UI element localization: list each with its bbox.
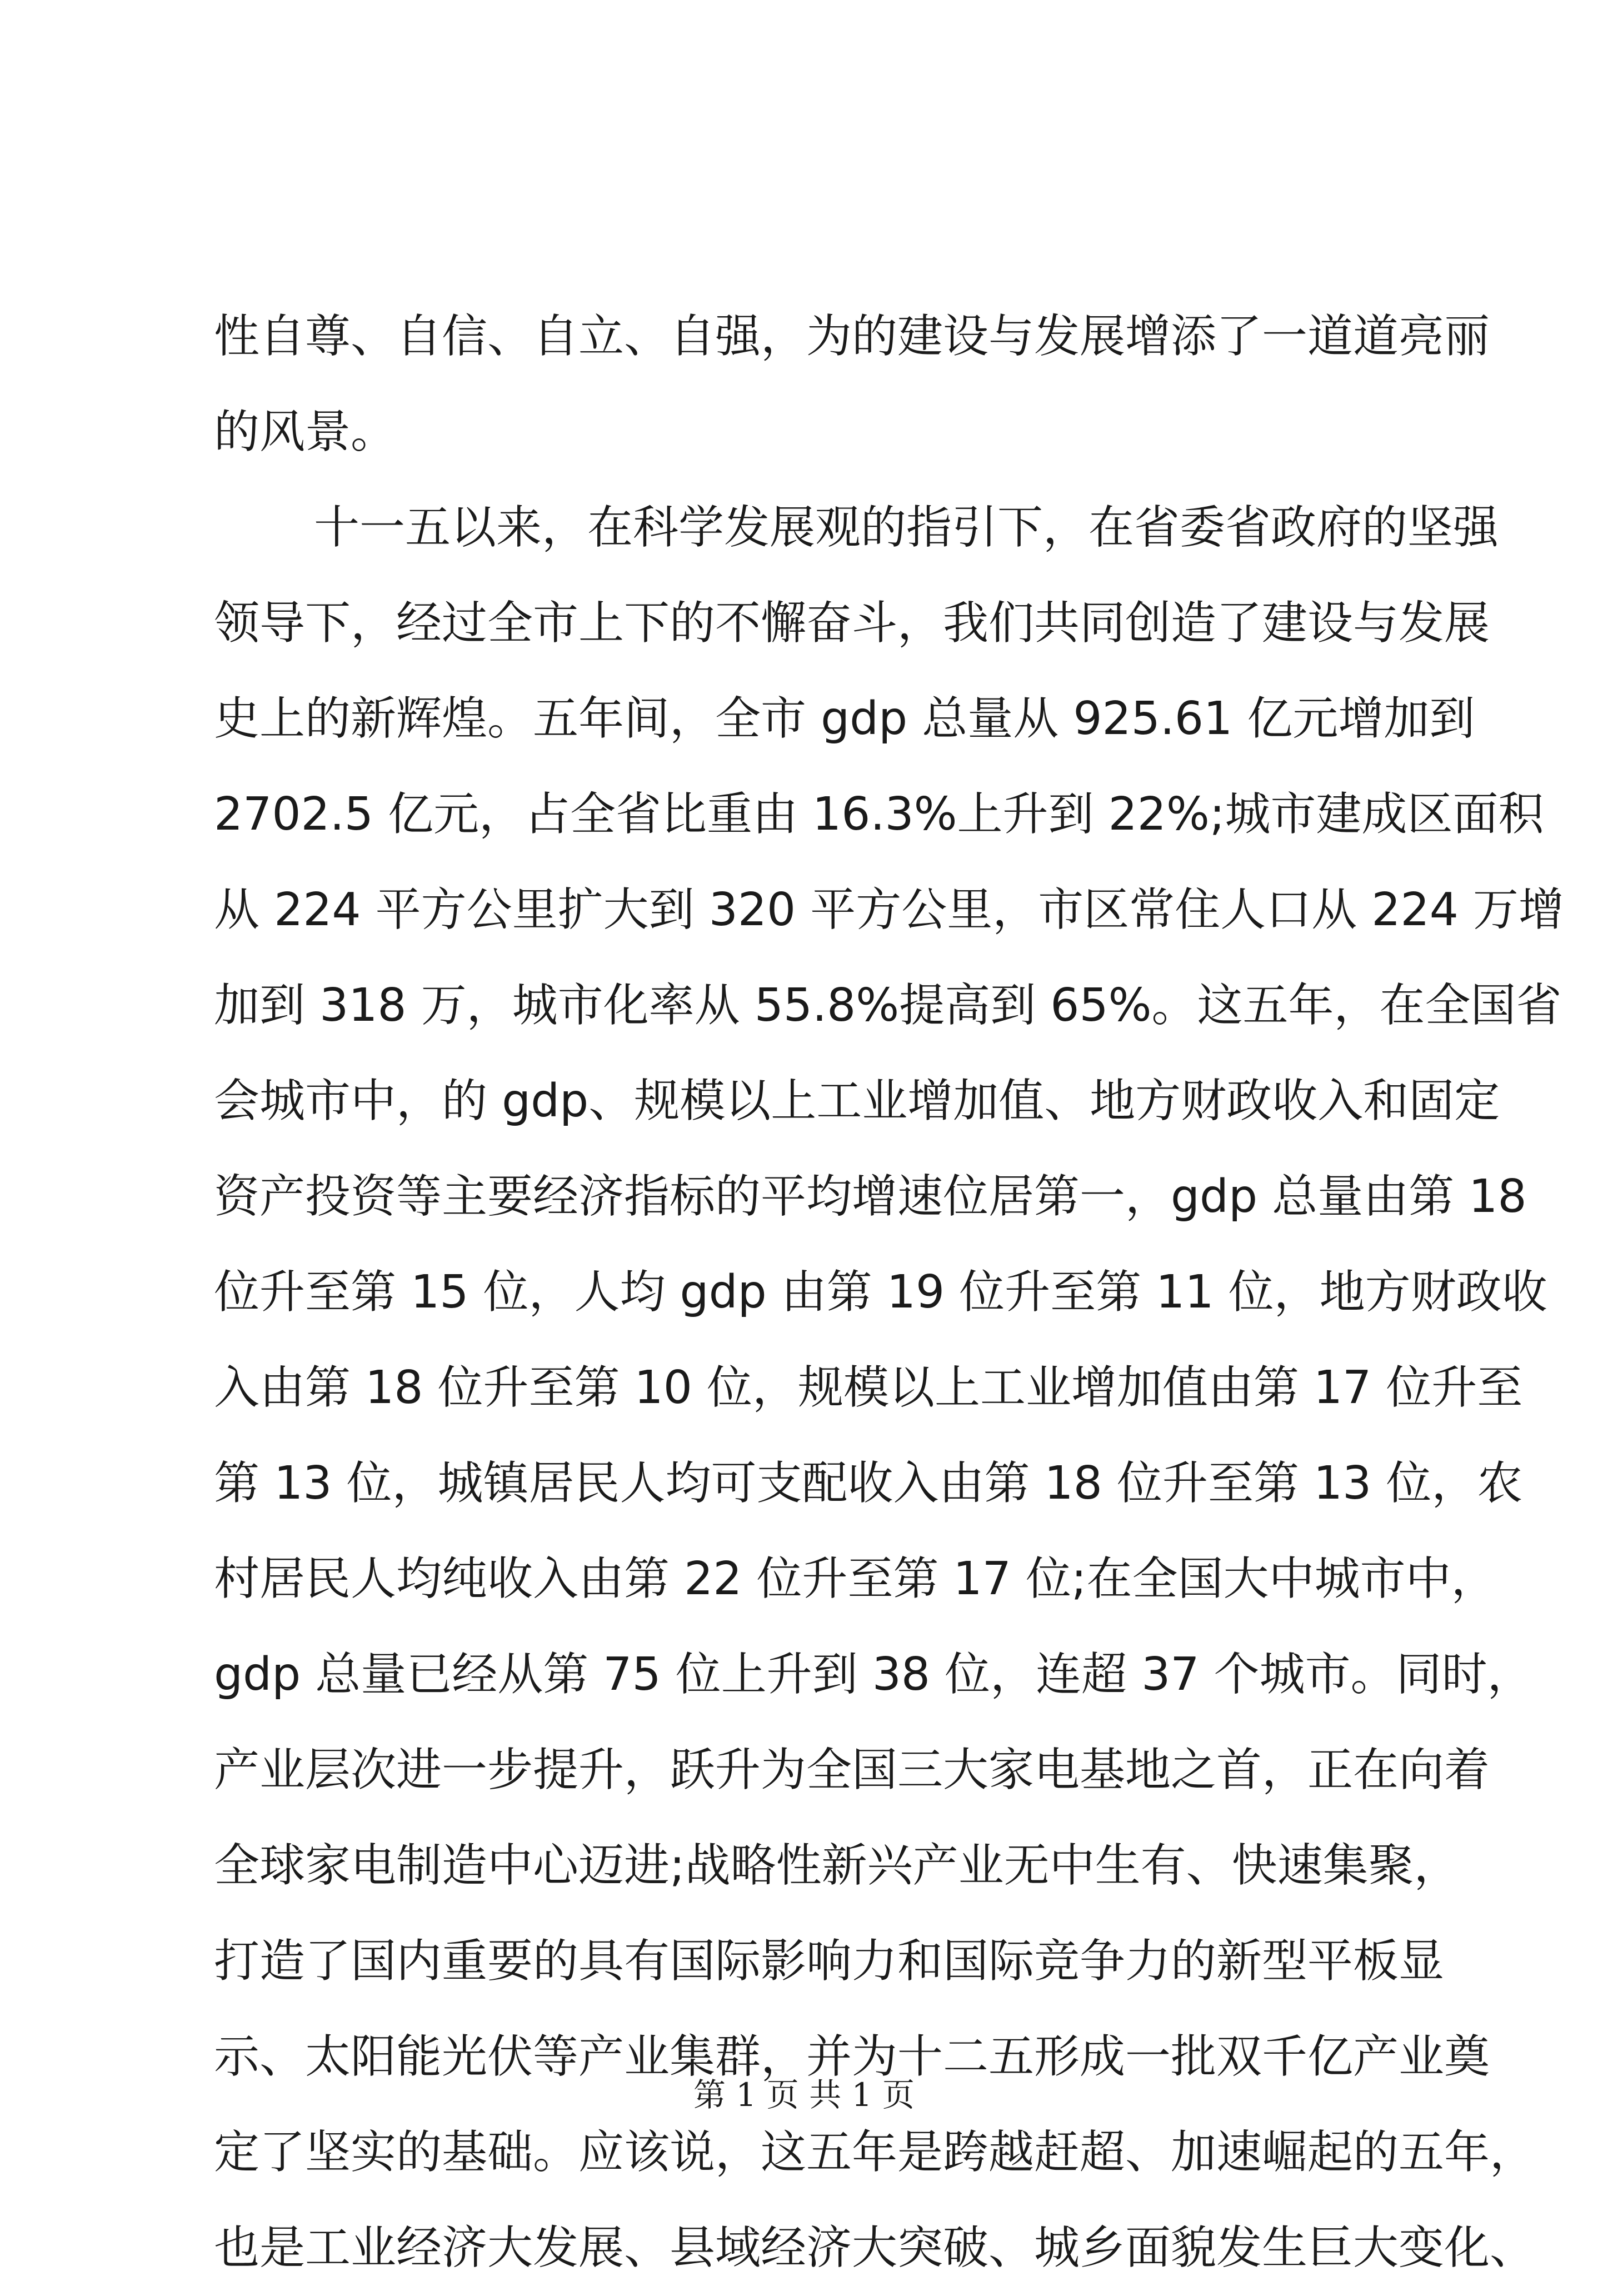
text-line: 性自尊、自信、自立、自强，为的建设与发展增添了一道道亮丽: [214, 310, 1490, 363]
text-line: 示、太阳能光伏等产业集群，并为十二五形成一批双千亿产业奠: [214, 2030, 1490, 2083]
text-line: 2702.5 亿元，占全省比重由 16.3%上升到 22%;城市建成区面积: [214, 788, 1544, 841]
text-line: 也是工业经济大发展、县域经济大突破、城乡面貌发生巨大变化、: [214, 2222, 1536, 2274]
text-line: 村居民人均纯收入由第 22 位升至第 17 位;在全国大中城市中，: [214, 1553, 1497, 1605]
text-line: 位升至第 15 位，人均 gdp 由第 19 位升至第 11 位，地方财政收: [214, 1266, 1547, 1319]
text-line: 全球家电制造中心迈进;战略性新兴产业无中生有、快速集聚，: [214, 1839, 1460, 1892]
text-line: 打造了国内重要的具有国际影响力和国际竞争力的新型平板显: [214, 1935, 1445, 1988]
text-line: 定了坚实的基础。应该说，这五年是跨越赶超、加速崛起的五年，: [214, 2126, 1536, 2179]
paragraph-first-line: 十一五以来，在科学发展观的指引下，在省委省政府的坚强: [314, 501, 1499, 554]
text-line: 会城市中，的 gdp、规模以上工业增加值、地方财政收入和固定: [214, 1075, 1500, 1127]
text-line: 第 13 位，城镇居民人均可支配收入由第 18 位升至第 13 位，农: [214, 1457, 1523, 1510]
text-line: 加到 318 万，城市化率从 55.8%提高到 65%。这五年，在全国省: [214, 979, 1562, 1032]
text-line: 史上的新辉煌。五年间，全市 gdp 总量从 925.61 亿元增加到: [214, 692, 1475, 745]
text-line: 资产投资等主要经济指标的平均增速位居第一，gdp 总量由第 18: [214, 1170, 1527, 1223]
text-line: gdp 总量已经从第 75 位上升到 38 位，连超 37 个城市。同时，: [214, 1648, 1533, 1701]
text-line: 领导下，经过全市上下的不懈奋斗，我们共同创造了建设与发展: [214, 597, 1490, 650]
text-line: 入由第 18 位升至第 10 位，规模以上工业增加值由第 17 位升至: [214, 1361, 1523, 1414]
text-line: 从 224 平方公里扩大到 320 平方公里，市区常住人口从 224 万增: [214, 884, 1564, 936]
text-line: 的风景。: [214, 406, 397, 458]
body-text: [214, 289, 1564, 2296]
page-footer: 第 1 页 共 1 页: [693, 2076, 915, 2114]
text-line: 产业层次进一步提升，跃升为全国三大家电基地之首，正在向着: [214, 1744, 1490, 1796]
